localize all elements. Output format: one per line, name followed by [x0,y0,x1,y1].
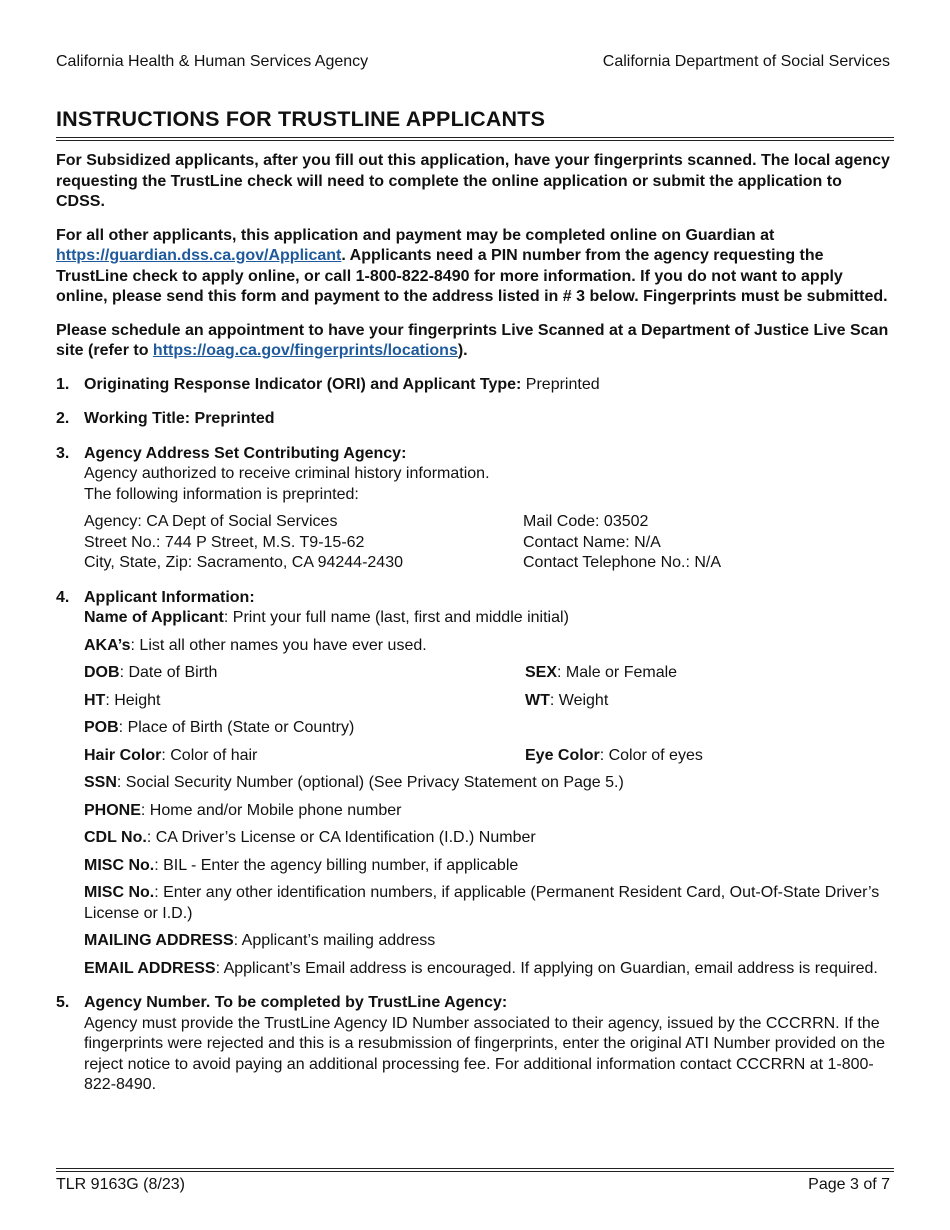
item-number: 5. [56,994,70,1011]
field-phone [84,801,890,822]
item-2 [56,409,890,430]
header-agency-left: California Health & Human Services Agency [56,53,369,70]
agency-address-block [84,512,890,574]
item-3-label: Agency Address Set Contributing Agency: [84,444,407,462]
field-misc-other [84,883,890,924]
field-label: POB [84,719,119,736]
item-1-label: Originating Response Indicator (ORI) and Applicant Type: [84,375,522,393]
item-4-label: Applicant Information: [84,588,255,606]
item-3 [56,444,890,574]
title-rule-bottom [56,140,894,141]
field-label: Hair Color [84,746,162,764]
item-3-line2: The following information is preprinted: [84,485,359,503]
agency-address-left [84,512,523,574]
field-label: AKA’s [84,636,131,654]
field-label: PHONE [84,801,141,819]
field-desc: : Print your full name (last, first and middle initial) [223,609,569,626]
item-number: 4. [56,588,70,606]
item-5 [56,993,890,1096]
item-number: 3. [56,444,70,462]
field-wt [525,691,608,712]
livescan-locations-link[interactable]: https://oag.ca.gov/fingerprints/locations [152,342,458,359]
agency-street: Street No.: 744 P Street, M.S. T9-15-62 [84,533,365,551]
item-5-label: Agency Number. To be completed by TrustLine Agency: [84,994,508,1011]
field-eye-color [525,746,703,767]
field-row-hair-eye [84,746,890,767]
title-rule-top [56,137,894,138]
page-title: INSTRUCTIONS FOR TRUSTLINE APPLICANTS [56,107,546,131]
field-pob [84,718,890,739]
item-3-line1: Agency authorized to receive criminal history information. [84,465,490,482]
agency-city: City, State, Zip: Sacramento, CA 94244-2430 [84,554,403,571]
form-id: TLR 9163G (8/23) [56,1176,185,1193]
page-footer [56,1175,890,1196]
field-desc: : Social Security Number (optional) (See Privacy Statement on Page 5.) [116,774,624,791]
footer-rule-bottom [56,1171,894,1172]
page-header [56,52,890,73]
intro-livescan-prefix: Please schedule an appointment to have your fingerprints Live Scanned at a Department of Justice Live Scan site (refer to [56,321,889,359]
intro-online-suffix: . Applicants need a PIN number from the agency requesting the TrustLine check to apply online, or call 1-800-822-8490 for more information. If you do not want to apply online, please send this form and payment to the address listed in # 3 below. Fingerprints must be submitted. [56,247,888,305]
item-4 [56,588,890,980]
field-label: MAILING ADDRESS [84,932,234,949]
field-label: DOB [84,664,120,681]
field-aka [84,636,890,657]
intro-livescan-suffix: ). [457,342,468,359]
field-desc: : Height [105,691,161,709]
field-label: WT [525,691,550,709]
field-desc: : Enter any other identification numbers, if applicable (Permanent Resident Card, Out-Of-State Driver’s License or I.D.) [84,884,880,922]
field-label: SEX [525,664,558,681]
field-email-address [84,959,890,980]
field-label: HT [84,691,106,709]
field-ssn [84,773,890,794]
item-2-label: Working Title: Preprinted [84,410,275,427]
mail-code: Mail Code: 03502 [523,513,649,530]
field-dob [84,663,525,684]
header-department-right: California Department of Social Services [602,53,890,70]
field-desc: : CA Driver’s License or CA Identification (I.D.) Number [146,829,536,846]
item-5-text: Agency must provide the TrustLine Agency ID Number associated to their agency, issued by the CCCRRN. If the fingerprints were rejected and this is a resubmission of fingerprints, enter the original ATI Number provided on the reject notice to avoid paying an additional processing fee. For additional information contact CCCRRN at 1-800-822-8490. [84,1014,885,1093]
intro-subsidized: For Subsidized applicants, after you fill out this application, have your fingerprints scanned. The local agency requesting the TrustLine check will need to complete the online application or submit the application to CDSS. [56,152,890,210]
field-name-of-applicant [84,608,890,629]
field-desc: : Color of hair [161,746,258,764]
field-label: MISC No. [84,884,155,901]
field-label: EMAIL ADDRESS [84,959,216,977]
guardian-link[interactable]: https://guardian.dss.ca.gov/Applicant [56,247,342,264]
field-mailing-address [84,931,890,952]
field-label: Eye Color [525,746,600,764]
field-desc: : Applicant’s Email address is encouraged. If applying on Guardian, email address is required. [215,959,878,977]
agency-name: Agency: CA Dept of Social Services [84,513,338,530]
field-ht [84,691,525,712]
field-label: SSN [84,774,117,791]
contact-name: Contact Name: N/A [523,533,661,551]
item-1 [56,375,890,396]
field-hair-color [84,746,525,767]
page-number: Page 3 of 7 [808,1176,890,1193]
field-label: MISC No. [84,856,155,874]
field-sex [525,663,677,684]
item-number: 1. [56,375,70,393]
field-desc: : List all other names you have ever used. [130,636,427,654]
intro-online-prefix: For all other applicants, this application and payment may be completed online on Guardian at [56,226,775,244]
field-row-dob-sex [84,663,890,684]
intro-online [56,226,890,308]
field-label: Name of Applicant [84,609,224,626]
agency-address-right [523,512,721,574]
field-desc: : Weight [549,691,609,709]
item-1-value: Preprinted [521,375,600,393]
field-desc: : Color of eyes [599,746,703,764]
field-desc: : Male or Female [557,664,678,681]
field-label: CDL No. [84,829,147,846]
field-cdl [84,828,890,849]
field-desc: : Applicant’s mailing address [233,932,436,949]
field-misc-bil [84,856,890,877]
item-number: 2. [56,410,70,427]
field-desc: : Place of Birth (State or Country) [118,719,355,736]
field-desc: : BIL - Enter the agency billing number, if applicable [154,856,519,874]
field-row-ht-wt [84,691,890,712]
field-desc: : Home and/or Mobile phone number [140,801,402,819]
contact-phone: Contact Telephone No.: N/A [523,554,722,571]
footer-rule-top [56,1168,894,1169]
instructions-body [56,151,890,1110]
field-desc: : Date of Birth [119,664,218,681]
intro-livescan [56,321,890,362]
